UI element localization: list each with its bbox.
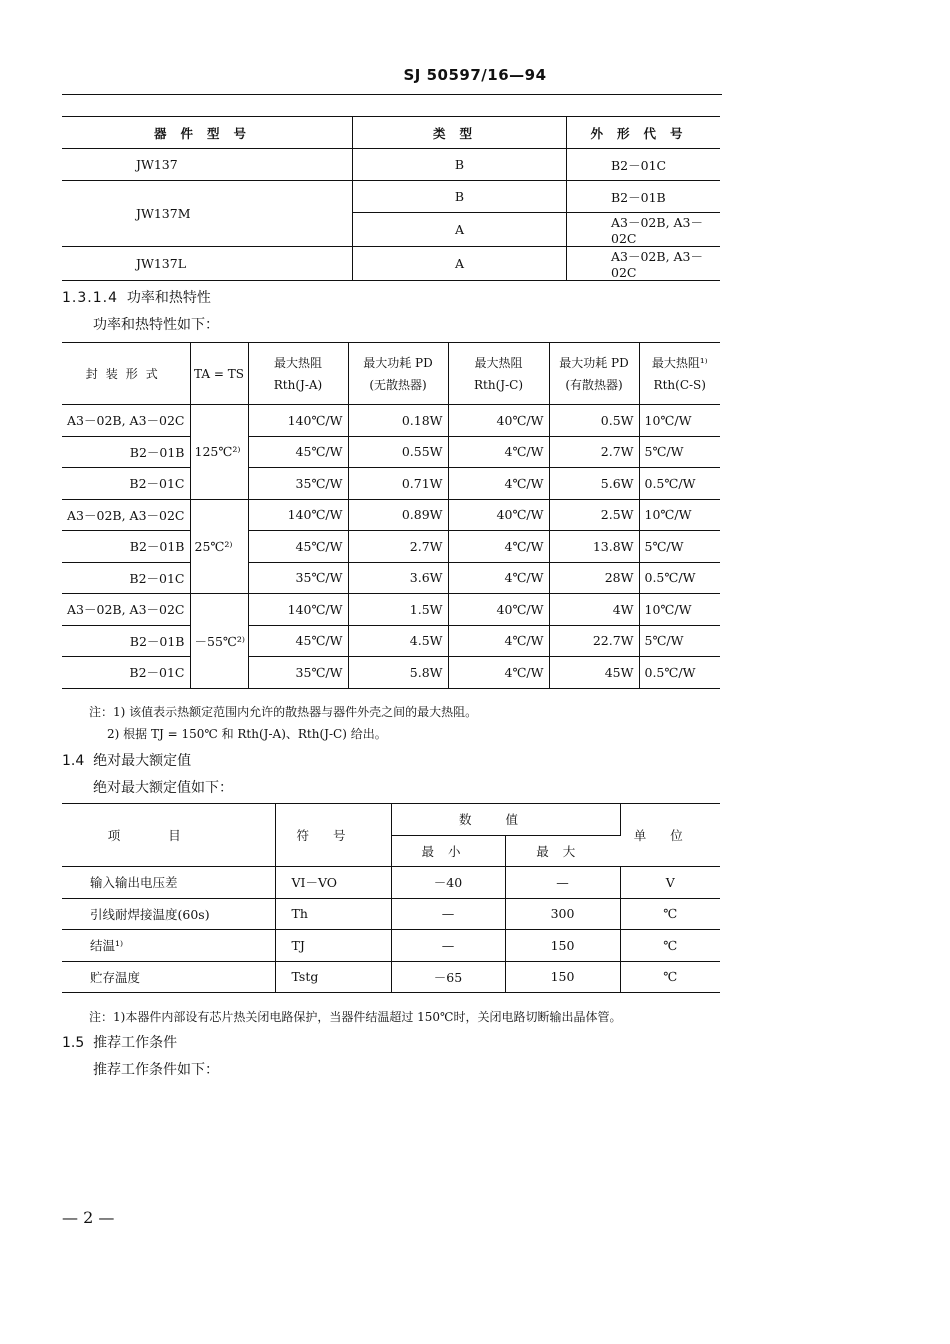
cell-symbol: TJ	[275, 930, 391, 962]
header-max: 最大	[505, 835, 620, 867]
header-pd-no-sink-title: 最大功耗 PD	[363, 355, 433, 370]
cell-rth-ja: 35℃/W	[248, 657, 348, 689]
header-min: 最小	[391, 835, 505, 867]
header-rth-cs	[639, 343, 720, 405]
cell-rth-jc: 4℃/W	[448, 531, 549, 563]
cell-pd-with-sink: 2.5W	[549, 499, 639, 531]
section-heading-15	[62, 1032, 177, 1052]
section-heading-1314	[62, 287, 211, 307]
cell-pd-no-sink: 4.5W	[348, 625, 448, 657]
section-heading-14	[62, 750, 191, 770]
header-outline: 外形代号	[567, 117, 721, 149]
header-rth-ja	[248, 343, 348, 405]
table-row	[62, 247, 720, 281]
cell-rth-ja: 140℃/W	[248, 405, 348, 437]
cell-pd-no-sink: 3.6W	[348, 562, 448, 594]
table-row	[62, 961, 720, 993]
cell-type: B	[353, 181, 567, 213]
cell-pd-no-sink: 0.89W	[348, 499, 448, 531]
cell-pd-no-sink: 2.7W	[348, 531, 448, 563]
table-header-row	[62, 117, 720, 149]
header-pd-no-sink	[348, 343, 448, 405]
cell-outline: A3－02B, A3－02C	[567, 213, 721, 247]
cell-pd-no-sink: 0.55W	[348, 436, 448, 468]
header-rth-jc-symbol: Rth(J-C)	[474, 377, 523, 392]
cell-pd-with-sink: 4W	[549, 594, 639, 626]
cell-package: B2－01C	[62, 468, 190, 500]
cell-model: JW137	[62, 149, 353, 181]
cell-package: B2－01C	[62, 657, 190, 689]
cell-rth-ja: 140℃/W	[248, 594, 348, 626]
table-header-row	[62, 343, 720, 405]
cell-temperature: －55℃²⁾	[190, 594, 248, 689]
cell-unit: ℃	[620, 961, 720, 993]
section-intro: 绝对最大额定值如下：	[93, 780, 233, 796]
cell-rth-cs: 0.5℃/W	[639, 657, 720, 689]
header-pd-with-sink-note: (有散热器)	[565, 377, 623, 392]
cell-outline: A3－02B, A3－02C	[567, 247, 721, 281]
cell-pd-with-sink: 0.5W	[549, 405, 639, 437]
cell-type: A	[353, 247, 567, 281]
header-type: 类型	[353, 117, 567, 149]
table-row	[62, 657, 720, 689]
cell-package: A3－02B, A3－02C	[62, 499, 190, 531]
cell-pd-no-sink: 0.71W	[348, 468, 448, 500]
header-rth-jc	[448, 343, 549, 405]
table-row	[62, 562, 720, 594]
header-rth-ja-title: 最大热阻	[273, 355, 322, 370]
section-number: 1.3.1.4	[62, 290, 118, 306]
section-number: 1.4	[62, 753, 85, 769]
cell-temperature: 125℃²⁾	[190, 405, 248, 500]
cell-unit: ℃	[620, 898, 720, 930]
header-rule	[62, 94, 722, 95]
section-title: 绝对最大额定值	[93, 753, 192, 769]
document-header: SJ 50597/16—94	[403, 66, 547, 84]
cell-symbol: Tstg	[275, 961, 391, 993]
table-row	[62, 531, 720, 563]
cell-model: JW137L	[62, 247, 353, 281]
table-header-row	[62, 804, 720, 836]
header-ta-ts: TA = TS	[190, 343, 248, 405]
cell-rth-jc: 4℃/W	[448, 562, 549, 594]
cell-min: －40	[391, 867, 505, 899]
cell-package: B2－01C	[62, 562, 190, 594]
cell-item: 结温¹⁾	[62, 930, 275, 962]
thermal-characteristics-table	[62, 342, 720, 689]
cell-item: 输入输出电压差	[62, 867, 275, 899]
table-row	[62, 867, 720, 899]
cell-outline: B2－01C	[567, 149, 721, 181]
cell-model: JW137M	[62, 181, 353, 247]
header-pd-no-sink-note: (无散热器)	[369, 377, 427, 392]
header-item: 项目	[62, 804, 275, 867]
header-package: 封装形式	[62, 343, 190, 405]
cell-rth-jc: 4℃/W	[448, 468, 549, 500]
cell-pd-with-sink: 13.8W	[549, 531, 639, 563]
cell-pd-no-sink: 5.8W	[348, 657, 448, 689]
cell-package: A3－02B, A3－02C	[62, 405, 190, 437]
cell-package: B2－01B	[62, 436, 190, 468]
cell-pd-with-sink: 45W	[549, 657, 639, 689]
section-number: 1.5	[62, 1035, 85, 1051]
header-rth-cs-symbol: Rth(C-S)	[653, 377, 706, 392]
cell-rth-jc: 4℃/W	[448, 657, 549, 689]
table-row	[62, 181, 720, 213]
header-rth-jc-title: 最大热阻	[474, 355, 523, 370]
cell-rth-jc: 4℃/W	[448, 436, 549, 468]
cell-rth-ja: 140℃/W	[248, 499, 348, 531]
table-row	[62, 149, 720, 181]
page-number: — 2 —	[62, 1208, 115, 1227]
header-model: 器件型号	[62, 117, 353, 149]
cell-rth-cs: 0.5℃/W	[639, 468, 720, 500]
cell-rth-cs: 5℃/W	[639, 531, 720, 563]
table-row	[62, 436, 720, 468]
table-note: 注：1)本器件内部设有芯片热关闭电路保护，当器件结温超过 150℃时，关闭电路切断输出晶体管。	[89, 1010, 622, 1024]
device-type-table	[62, 116, 720, 281]
cell-temperature: 25℃²⁾	[190, 499, 248, 594]
cell-rth-ja: 45℃/W	[248, 531, 348, 563]
cell-rth-cs: 0.5℃/W	[639, 562, 720, 594]
cell-min: －65	[391, 961, 505, 993]
cell-outline: B2－01B	[567, 181, 721, 213]
absolute-max-ratings-table	[62, 803, 720, 993]
cell-rth-cs: 10℃/W	[639, 499, 720, 531]
table-row	[62, 898, 720, 930]
cell-rth-jc: 40℃/W	[448, 594, 549, 626]
table-note-2: 2) 根据 TJ = 150℃ 和 Rth(J-A)、Rth(J-C) 给出。	[107, 727, 387, 741]
header-pd-with-sink	[549, 343, 639, 405]
cell-rth-ja: 35℃/W	[248, 468, 348, 500]
cell-rth-cs: 5℃/W	[639, 625, 720, 657]
cell-max: 150	[505, 930, 620, 962]
cell-package: A3－02B, A3－02C	[62, 594, 190, 626]
cell-pd-no-sink: 0.18W	[348, 405, 448, 437]
header-value: 数值	[391, 804, 620, 836]
header-pd-with-sink-title: 最大功耗 PD	[559, 355, 629, 370]
section-intro: 推荐工作条件如下：	[93, 1062, 219, 1078]
cell-symbol: Th	[275, 898, 391, 930]
cell-package: B2－01B	[62, 531, 190, 563]
table-row	[62, 594, 720, 626]
table-note-1: 注：1) 该值表示热额定范围内允许的散热器与器件外壳之间的最大热阻。	[89, 705, 478, 719]
cell-rth-cs: 5℃/W	[639, 436, 720, 468]
cell-rth-ja: 35℃/W	[248, 562, 348, 594]
cell-pd-with-sink: 22.7W	[549, 625, 639, 657]
header-rth-ja-symbol: Rth(J-A)	[273, 377, 323, 392]
cell-max: 300	[505, 898, 620, 930]
cell-item: 引线耐焊接温度(60s)	[62, 898, 275, 930]
cell-item: 贮存温度	[62, 961, 275, 993]
header-rth-cs-title: 最大热阻¹⁾	[651, 355, 708, 370]
cell-rth-ja: 45℃/W	[248, 436, 348, 468]
cell-pd-with-sink: 28W	[549, 562, 639, 594]
section-intro: 功率和热特性如下：	[93, 317, 219, 333]
section-title: 推荐工作条件	[93, 1035, 178, 1051]
cell-max: 150	[505, 961, 620, 993]
table-row	[62, 930, 720, 962]
cell-rth-ja: 45℃/W	[248, 625, 348, 657]
table-row	[62, 405, 720, 437]
cell-package: B2－01B	[62, 625, 190, 657]
header-unit: 单位	[620, 804, 720, 867]
cell-max: —	[505, 867, 620, 899]
table-row	[62, 625, 720, 657]
cell-min: —	[391, 930, 505, 962]
cell-unit: V	[620, 867, 720, 899]
cell-rth-jc: 40℃/W	[448, 499, 549, 531]
cell-min: —	[391, 898, 505, 930]
cell-rth-jc: 4℃/W	[448, 625, 549, 657]
cell-rth-jc: 40℃/W	[448, 405, 549, 437]
cell-rth-cs: 10℃/W	[639, 405, 720, 437]
cell-pd-with-sink: 2.7W	[549, 436, 639, 468]
cell-type: A	[353, 213, 567, 247]
cell-pd-no-sink: 1.5W	[348, 594, 448, 626]
table-row	[62, 468, 720, 500]
cell-pd-with-sink: 5.6W	[549, 468, 639, 500]
header-symbol: 符号	[275, 804, 391, 867]
cell-rth-cs: 10℃/W	[639, 594, 720, 626]
cell-type: B	[353, 149, 567, 181]
cell-symbol: VI－VO	[275, 867, 391, 899]
table-row	[62, 499, 720, 531]
section-title: 功率和热特性	[126, 290, 211, 306]
cell-unit: ℃	[620, 930, 720, 962]
